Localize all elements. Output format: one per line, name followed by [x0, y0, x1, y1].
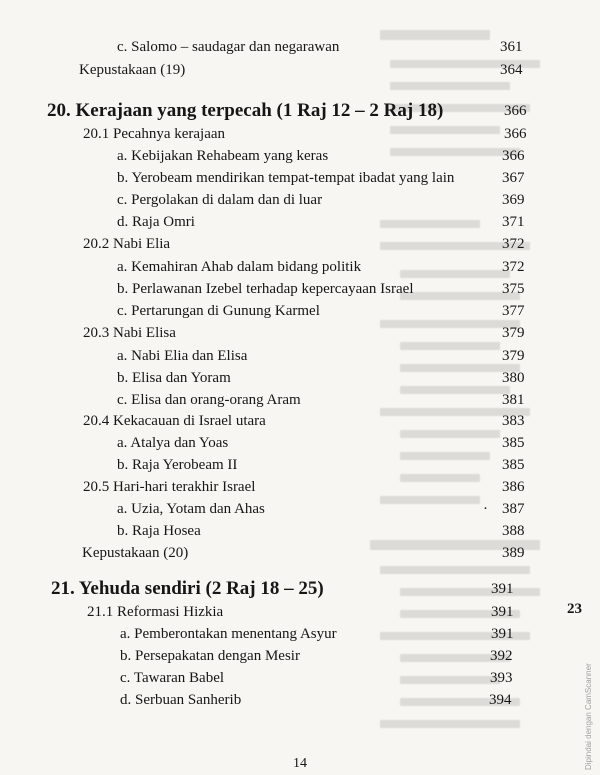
toc-entry-label: a. Kebijakan Rehabeam yang keras — [117, 148, 329, 164]
toc-entry-label: c. Pertarungan di Gunung Karmel — [117, 303, 320, 319]
toc-entry-page: 393 — [490, 670, 513, 686]
scanner-watermark: Dipindai dengan CamScanner — [584, 663, 593, 770]
toc-entry-label: c. Tawaran Babel — [120, 670, 225, 686]
toc-entry-page: 366 — [502, 148, 525, 164]
toc-entry-label: c. Elisa dan orang-orang Aram — [117, 392, 301, 408]
toc-entry-label: d. Serbuan Sanherib — [120, 692, 242, 708]
page-number: 14 — [293, 756, 307, 771]
toc-entry-label: b. Perlawanan Izebel terhadap kepercayaan Israel — [117, 281, 414, 297]
toc-entry-page: 388 — [502, 523, 525, 539]
toc-entry-page: 364 — [500, 62, 523, 78]
toc-entry-page: 381 — [502, 392, 525, 408]
table-of-contents: c. Salomo – saudagar dan negarawan 361 Kepustakaan (19) 364 20. Kerajaan yang terpecah (1 Raj 12 – 2 Raj 18) 366 20.1 Pecahnya kerajaan 366 a. Kebijakan Rehabeam yang keras 366 b. Yerobeam mendirikan tempat-tempat ibadat yang lain 367 c. Pergolakan di dalam dan di luar 369 d. Raja Omri 371 20.2 Nabi Elia 372 a. Kemahiran Ahab dalam bidang politik 372 b. Perlawanan Izebel terhadap kepercayaan Israel 375 c. Pertarungan di Gunung Karmel 377 20.3 Nabi Elisa 379 a. Nabi Elia dan Elisa 379 b. Elisa dan Yoram 380 c. Elisa dan orang-orang Aram 381 20.4 Kekacauan di Israel utara 383 a. Atalya dan Yoas 385 b. Raja Yerobeam II 385 20.5 Hari-hari terakhir Israel 386 a. Uzia, Yotam dan Ahas · 387 b. Raja Hosea 388 Kepustakaan (20) 389 21. Yehuda sendiri (2 Raj 18 – 25) 391 21.1 Reformasi Hizkia 391 a. Pemberontakan menentang Asyur 391 b. Persepakatan dengan Mesir 392 c. Tawaran Babel 393 d. Serbuan Sanherib 394 — [0, 0, 600, 775]
toc-entry-label: a. Pemberontakan menentang Asyur — [120, 626, 337, 642]
toc-entry-label: 21.1 Reformasi Hizkia — [87, 604, 224, 620]
toc-entry-label: Kepustakaan (20) — [82, 545, 189, 561]
toc-entry-label: Kepustakaan (19) — [79, 62, 186, 78]
toc-entry-page: 375 — [502, 281, 525, 297]
toc-entry-page: 377 — [502, 303, 525, 319]
toc-entry-label: a. Kemahiran Ahab dalam bidang politik — [117, 259, 362, 275]
toc-entry-page: 361 — [500, 39, 523, 55]
toc-entry-page: 391 — [491, 581, 514, 597]
toc-entry-label: a. Atalya dan Yoas — [117, 435, 229, 451]
toc-entry-page: 367 — [502, 170, 525, 186]
toc-entry-label: 20.3 Nabi Elisa — [83, 325, 176, 341]
toc-chapter-title: 20. Kerajaan yang terpecah (1 Raj 12 – 2 Raj 18) — [47, 100, 444, 121]
toc-entry-label: a. Nabi Elia dan Elisa — [117, 348, 248, 364]
toc-entry-page: 379 — [502, 348, 525, 364]
toc-entry-page: 387 — [502, 501, 525, 517]
toc-entry-page: 391 — [491, 604, 514, 620]
toc-entry-page: 369 — [502, 192, 525, 208]
toc-chapter-title: 21. Yehuda sendiri (2 Raj 18 – 25) — [51, 578, 324, 599]
toc-entry-page: 385 — [502, 435, 525, 451]
toc-entry-page: 380 — [502, 370, 525, 386]
toc-entry-page: 371 — [502, 214, 525, 230]
toc-entry-label: d. Raja Omri — [117, 214, 195, 230]
toc-entry-label: b. Yerobeam mendirikan tempat-tempat ibadat yang lain — [117, 170, 455, 186]
toc-entry-label: b. Persepakatan dengan Mesir — [120, 648, 300, 664]
adjacent-page-edge-number: 23 — [567, 601, 582, 617]
toc-entry-label: b. Raja Hosea — [117, 523, 201, 539]
toc-entry-label: c. Salomo – saudagar dan negarawan — [117, 39, 340, 55]
toc-entry-label: b. Elisa dan Yoram — [117, 370, 231, 386]
toc-entry-page: 366 — [504, 126, 527, 142]
toc-entry-page: 392 — [490, 648, 513, 664]
toc-entry-page: 379 — [502, 325, 525, 341]
toc-entry-page: 366 — [504, 103, 527, 119]
toc-entry-label: 20.2 Nabi Elia — [83, 236, 171, 252]
toc-entry-page: 372 — [502, 259, 525, 275]
toc-entry-label: c. Pergolakan di dalam dan di luar — [117, 192, 323, 208]
toc-entry-page: 385 — [502, 457, 525, 473]
toc-entry-page: 389 — [502, 545, 525, 561]
toc-entry-label: 20.4 Kekacauan di Israel utara — [83, 413, 266, 429]
toc-entry-label: b. Raja Yerobeam II — [117, 457, 238, 473]
toc-entry-page: 394 — [489, 692, 512, 708]
toc-entry-page: 372 — [502, 236, 525, 252]
toc-entry-page: 391 — [491, 626, 514, 642]
toc-entry-label: 20.5 Hari-hari terakhir Israel — [83, 479, 256, 495]
toc-entry-page: 383 — [502, 413, 525, 429]
toc-entry-page: 386 — [502, 479, 525, 495]
toc-entry-label: a. Uzia, Yotam dan Ahas — [117, 501, 265, 517]
toc-entry-label: 20.1 Pecahnya kerajaan — [83, 126, 226, 142]
